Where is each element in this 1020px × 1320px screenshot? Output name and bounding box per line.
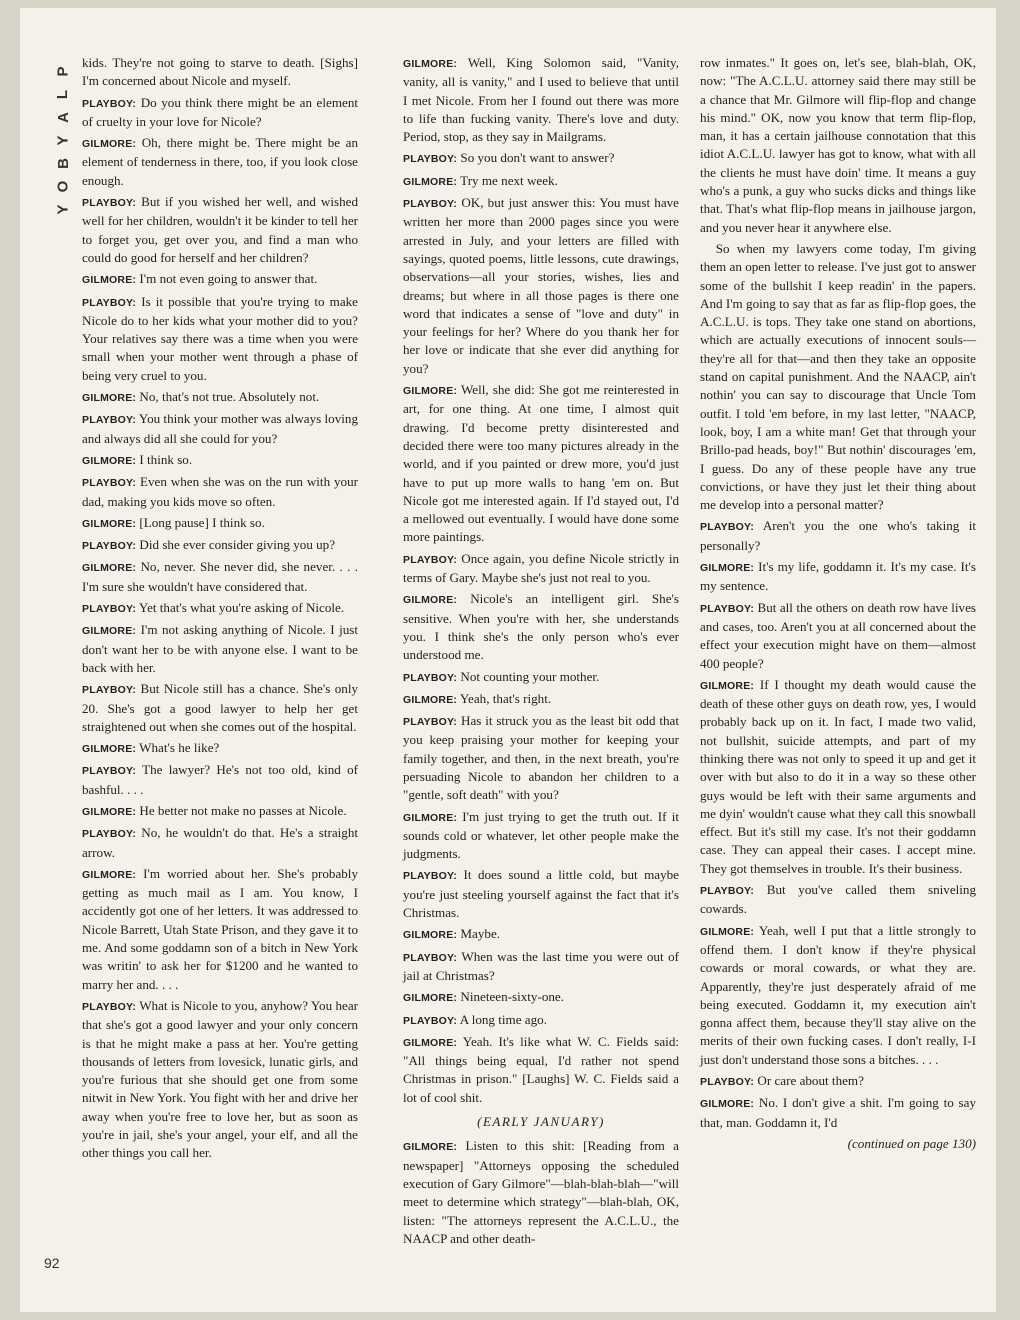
speaker-label: PLAYBOY: — [82, 197, 137, 210]
interview-paragraph — [700, 676, 976, 878]
speaker-label: PLAYBOY: — [403, 1014, 458, 1027]
paragraph-text: Not counting your mother. — [460, 668, 600, 684]
interview-paragraph — [700, 240, 976, 514]
interview-paragraph — [82, 680, 358, 736]
paragraph-text: But all the others on death row have lives and cases, too. Aren't you at all concerned about the effect your execution might have on them—almost 400 people? — [700, 599, 976, 671]
speaker-label: PLAYBOY: — [82, 296, 137, 309]
paragraph-text: Well, King Solomon said, "Vanity, vanity, all is vanity," and I used to believe that until I met Nicole. From her I found out there was more to life than fucking vanity. There's love and duty. Period, stop, as they say in Mailgrams. — [403, 55, 679, 145]
speaker-label: PLAYBOY: — [82, 684, 137, 697]
paragraph-text: If I thought my death would cause the death of these other guys on death row, yes, I would probably back up on it. In fact, I made two valid, not bullshit, suicide attempts, and part of my thinking there was not only to speed it up and get it over with but also to do it in a way so these other guys would be left with their same arguments and me dyin' wouldn't cause what they call this snowball effect. But it's still my case. It's not their goddamn case. They can appeal their cases. I accept mine. They got themselves in trouble. It's their business. — [700, 676, 976, 876]
speaker-label: PLAYBOY: — [700, 885, 755, 898]
paragraph-text: It does sound a little cold, but maybe you're just steeling yourself against the fact that it's Christmas. — [403, 867, 679, 921]
paragraph-text: (continued on page 130) — [847, 1135, 976, 1151]
paragraph-text: Has it struck you as the least bit odd that you keep praising your mother for keeping your family together, and then, in the next breath, you're persuading Nicole to abandon her children to a "gentle, soft death" with you? — [403, 713, 679, 803]
interview-paragraph — [82, 558, 358, 596]
paragraph-text: You think your mother was always loving and always did all she could for you? — [82, 411, 358, 446]
speaker-label: PLAYBOY: — [700, 602, 755, 615]
interview-paragraph — [403, 149, 679, 168]
speaker-label: PLAYBOY: — [82, 765, 137, 778]
speaker-label: GILMORE: — [403, 1141, 458, 1154]
interview-paragraph — [403, 690, 679, 709]
speaker-label: PLAYBOY: — [82, 477, 137, 490]
interview-paragraph — [700, 1094, 976, 1132]
speaker-label: PLAYBOY: — [403, 198, 458, 211]
interview-paragraph — [82, 293, 358, 385]
paragraph-text: row inmates." It goes on, let's see, blah-blah, OK, now: "The A.C.L.U. attorney said there may still be a chance that Mr. Gilmore will flip-flop and change his mind." OK, now you know that term flip-flop, man, it has a certain jailhouse connotation that this idiot A.C.L.U. lawyer has got to know, what with all the clients he must have doin' time. It means a guy who's a punk, a guy who sucks dicks and things like that. That's what flip-flop means in jailhouse jargon, and you never hear it anywhere else. — [700, 55, 976, 235]
interview-paragraph — [403, 381, 679, 547]
header-letter: Y — [54, 204, 72, 215]
interview-paragraph — [82, 193, 358, 267]
paragraph-text: OK, but just answer this: You must have written her more than 2000 pages since you were arrested in July, and your letters are filled with sayings, quoted poems, little lessons, cute drawings, observations—all your stories, wishes, lies and dreams; but where in all those pages is there one word that indicates a sense of "love and duty" in your feelings for her? Where do you thank her for her love or indicate that she ever did anything for you? — [403, 195, 679, 376]
page-number: 92 — [44, 1255, 60, 1271]
speaker-label: PLAYBOY: — [403, 716, 458, 729]
interview-paragraph — [403, 1033, 679, 1107]
paragraph-text: Or care about them? — [757, 1073, 864, 1089]
interview-paragraph — [403, 194, 679, 378]
paragraph-text: Aren't you the one who's taking it personally? — [700, 518, 976, 553]
paragraph-text: When was the last time you were out of jail at Christmas? — [403, 948, 679, 983]
speaker-label: GILMORE: — [403, 693, 458, 706]
paragraph-text: Did she ever consider giving you up? — [139, 537, 336, 553]
paragraph-text: No, that's not true. Absolutely not. — [139, 389, 320, 405]
paragraph-text: Try me next week. — [460, 172, 558, 188]
speaker-label: GILMORE: — [82, 454, 137, 467]
interview-paragraph — [82, 54, 358, 91]
interview-paragraph — [700, 54, 976, 237]
text-column-2 — [403, 54, 679, 1251]
text-column-1 — [82, 54, 358, 1166]
paragraph-text: But if you wished her well, and wished well for her children, wouldn't it be kinder to tell her to forget you, get over you, and find a man who could do good for herself and her children? — [82, 194, 358, 265]
paragraph-text: But you've called them sniveling cowards. — [700, 882, 976, 917]
interview-paragraph — [700, 1072, 976, 1091]
interview-paragraph — [82, 451, 358, 470]
paragraph-text: The lawyer? He's not too old, kind of bashful. . . . — [82, 762, 358, 797]
magazine-page — [20, 8, 996, 1312]
paragraph-text: Even when she was on the run with your dad, making you kids move so often. — [82, 474, 358, 509]
interview-paragraph — [82, 134, 358, 190]
paragraph-text: I'm just trying to get the truth out. If it sounds cold or whatever, let other people make the judgments. — [403, 808, 679, 862]
paragraph-text: But Nicole still has a chance. She's only 20. She's got a good lawyer to help her get straightened out when she comes out of the hospital. — [82, 681, 358, 734]
interview-paragraph — [82, 824, 358, 862]
header-letter: Y — [54, 135, 72, 146]
interview-paragraph — [82, 388, 358, 407]
header-letter: L — [54, 89, 72, 100]
speaker-label: GILMORE: — [82, 868, 137, 881]
header-letter: P — [54, 66, 72, 77]
paragraph-text: I think so. — [139, 451, 193, 467]
paragraph-text: Yeah. It's like what W. C. Fields said: "All things being equal, I'd rather not spend Christmas in prison." [Laughs] W. C. Fields said a lot of cool shit. — [403, 1033, 680, 1105]
speaker-label: GILMORE: — [700, 1098, 755, 1111]
section-date — [403, 1113, 679, 1131]
speaker-label: PLAYBOY: — [82, 414, 137, 427]
paragraph-text: So when my lawyers come today, I'm giving them an open letter to release. I've just got to answer some of the bullshit I keep readin' in the papers. And I'm going to say that as far as flip-flop goes, the A.C.L.U. is tops. They take one stand on abortions, which are actually executions of innocent souls—they're all for that—and then they take an opposite stand on capital punishment. And the NAACP, ain't nothin' you can say to discourage that Uncle Tom outfit. I told 'em before, in my last letter, "NAACP, look, boy, I am a white man! Get that through your Brillo-pad heads, boy!" But nothin' discourages 'em, I guess. Do any of these people have any true convictions, or have they just let their thing about me develop into a personal matter? — [700, 240, 976, 513]
paragraph-text: Yeah, that's right. — [459, 690, 552, 706]
interview-paragraph — [403, 668, 679, 687]
speaker-label: GILMORE: — [403, 175, 458, 188]
paragraph-text: Yet that's what you're asking of Nicole. — [138, 600, 345, 616]
paragraph-text: What is Nicole to you, anyhow? You hear that she's got a good lawyer and your only concern is that he might make a pass at her. You're getting thousands of letters from lovesick, lunatic girls, and you're furious that she should get one from some nitwit in New York. You fight with her and drive her away when you're free to love her, but as soon as you're in jail, she's your angel, your elf, and all the other things you call her. — [82, 997, 358, 1161]
speaker-label: PLAYBOY: — [403, 671, 458, 684]
paragraph-text: Listen to this shit: [Reading from a newspaper] "Attorneys opposing the scheduled execution of Gary Gilmore"—blah-blah-blah—"will meet to determine which strategy"—blah-blah, OK, listen: "The attorneys represent the A.C.L.U., the NAACP and other death- — [403, 1138, 679, 1246]
speaker-label: PLAYBOY: — [82, 828, 137, 841]
speaker-label: GILMORE: — [403, 58, 458, 70]
paragraph-text: Maybe. — [460, 926, 501, 942]
speaker-label: PLAYBOY: — [82, 1000, 137, 1013]
speaker-label: GILMORE: — [82, 392, 137, 405]
interview-paragraph — [700, 881, 976, 919]
interview-paragraph — [403, 550, 679, 588]
interview-paragraph — [82, 739, 358, 758]
paragraph-text: He better not make no passes at Nicole. — [139, 802, 347, 818]
interview-paragraph — [82, 270, 358, 289]
speaker-label: PLAYBOY: — [82, 97, 137, 110]
paragraph-text: A long time ago. — [459, 1011, 547, 1027]
interview-paragraph — [700, 922, 976, 1069]
speaker-label: GILMORE: — [82, 517, 137, 530]
paragraph-text: I'm not even going to answer that. — [139, 271, 318, 287]
interview-paragraph — [403, 1137, 679, 1248]
interview-paragraph — [403, 988, 679, 1007]
paragraph-text: Do you think there might be an element of cruelty in your love for Nicole? — [82, 94, 358, 129]
speaker-label: GILMORE: — [82, 562, 137, 575]
paragraph-text: Nicole's an intelligent girl. She's sensitive. When you're with her, she understands you. I think she's the only person who's ever understood me. — [403, 591, 679, 663]
speaker-label: PLAYBOY: — [403, 553, 458, 566]
paragraph-text: No. I don't give a shit. I'm going to say that, man. Goddamn it, I'd — [700, 1095, 976, 1130]
speaker-label: GILMORE: — [700, 925, 755, 938]
speaker-label: GILMORE: — [82, 743, 137, 756]
speaker-label: PLAYBOY: — [700, 1076, 755, 1089]
interview-paragraph — [82, 761, 358, 799]
speaker-label: GILMORE: — [82, 138, 137, 151]
interview-paragraph — [403, 712, 679, 804]
interview-paragraph — [403, 590, 679, 664]
interview-paragraph — [403, 54, 679, 146]
continued-note — [700, 1135, 976, 1153]
speaker-label: GILMORE: — [700, 562, 755, 575]
paragraph-text: kids. They're not going to starve to death. [Sighs] I'm concerned about Nicole and myself. — [82, 55, 358, 89]
interview-paragraph — [700, 558, 976, 596]
paragraph-text: Yeah, well I put that a little strongly to offend them. I don't know if they're physical cowards or moral cowards, or what they are. Apparently, they're just desperately afraid of me being executed. Goddamn it, my execution ain't gonna affect them, because they'll stay alive on the merits of their own fucking cases. I don't really, I-I just don't understand those sons a bitches. . . . — [700, 922, 976, 1067]
interview-paragraph — [82, 94, 358, 132]
speaker-label: PLAYBOY: — [82, 540, 137, 553]
paragraph-text: Is it possible that you're trying to make Nicole do to her kids what your mother did to you? Your relatives say there was a time when you were small when your mother went through a phase of being very cruel to you. — [82, 293, 358, 383]
speaker-label: GILMORE: — [403, 992, 458, 1005]
interview-paragraph — [403, 808, 679, 864]
interview-paragraph — [82, 997, 358, 1163]
interview-paragraph — [82, 514, 358, 533]
paragraph-text: [Long pause] I think so. — [139, 514, 265, 530]
speaker-label: GILMORE: — [403, 385, 458, 398]
interview-paragraph — [403, 172, 679, 191]
interview-paragraph — [82, 802, 358, 821]
paragraph-text: It's my life, goddamn it. It's my case. It's my sentence. — [700, 559, 976, 594]
speaker-label: PLAYBOY: — [403, 153, 458, 166]
speaker-label: GILMORE: — [82, 274, 137, 287]
interview-paragraph — [82, 410, 358, 448]
speaker-label: GILMORE: — [700, 679, 755, 692]
header-letter: B — [54, 158, 72, 169]
paragraph-text: No, never. She never did, she never. . . . I'm sure she wouldn't have considered that. — [82, 559, 358, 594]
speaker-label: GILMORE: — [82, 625, 137, 638]
speaker-label: PLAYBOY: — [700, 521, 755, 534]
interview-paragraph — [82, 865, 358, 994]
speaker-label: PLAYBOY: — [82, 603, 137, 616]
running-header — [51, 60, 75, 221]
interview-paragraph — [403, 1011, 679, 1030]
speaker-label: PLAYBOY: — [403, 951, 458, 964]
header-letter: A — [54, 112, 72, 123]
interview-paragraph — [82, 536, 358, 555]
speaker-label: GILMORE: — [403, 1036, 458, 1049]
interview-paragraph — [82, 599, 358, 618]
interview-paragraph — [700, 517, 976, 555]
text-column-3 — [700, 54, 976, 1156]
header-letter: O — [54, 180, 72, 193]
speaker-label: GILMORE: — [403, 594, 458, 607]
speaker-label: GILMORE: — [82, 805, 137, 818]
paragraph-text: So you don't want to answer? — [460, 150, 615, 166]
paragraph-text: What's he like? — [139, 740, 220, 756]
paragraph-text: Nineteen-sixty-one. — [460, 989, 565, 1005]
paragraph-text: No, he wouldn't do that. He's a straight arrow. — [82, 825, 359, 860]
interview-paragraph — [700, 599, 976, 673]
paragraph-text: (EARLY JANUARY) — [477, 1114, 605, 1130]
paragraph-text: Oh, there might be. There might be an element of tenderness in there, too, if you look close enough. — [82, 135, 358, 188]
interview-paragraph — [403, 948, 679, 986]
speaker-label: GILMORE: — [403, 811, 458, 824]
paragraph-text: Once again, you define Nicole strictly in terms of Gary. Maybe she's just not real to you. — [403, 550, 680, 586]
interview-paragraph — [82, 473, 358, 511]
interview-paragraph — [403, 925, 679, 944]
paragraph-text: Well, she did: She got me reinterested in art, for one thing. At one time, I almost quit drawing. I'd become pretty disinterested and decided there were too many pictures already in the world, and if you painted or drew more, you'd just have to put up more walls to hang 'em on. But Nicole got me interested again. If I'd stayed out, I'd a mellowed out eventually. I would have done some more paintings. — [403, 382, 679, 545]
paragraph-text: I'm not asking anything of Nicole. I just don't want her to be with anyone else. I want to be back with her. — [82, 622, 358, 675]
speaker-label: GILMORE: — [403, 929, 458, 942]
interview-paragraph — [82, 621, 358, 677]
speaker-label: PLAYBOY: — [403, 870, 458, 883]
interview-paragraph — [403, 866, 679, 922]
paragraph-text: I'm worried about her. She's probably getting as much mail as I am. You know, I accidently got one of her letters. It was addressed to Nicole Barrett, Utah State Prison, and they gave it to me. And some goddamn son of a bitch in New York was writin' to ask her for $1200 and he wanted to marry her and. . . . — [82, 865, 358, 992]
